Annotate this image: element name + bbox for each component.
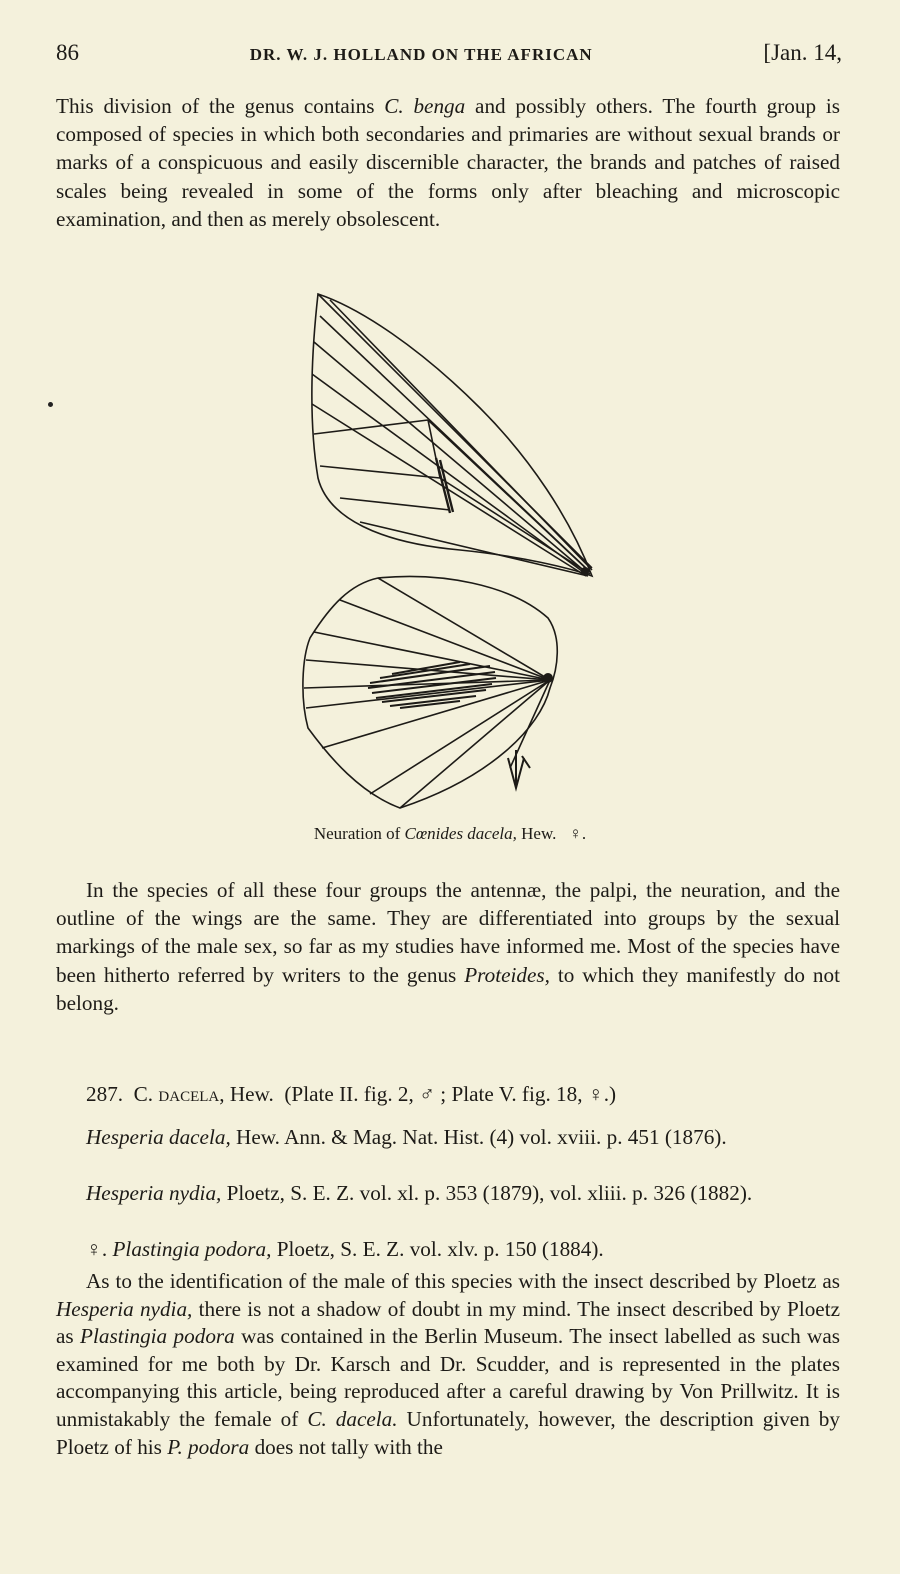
caption-species: Cœnides dacela, [404,824,517,843]
paragraph-identification [56,1268,840,1461]
para3-species-1: Hesperia nydia, [56,1296,193,1321]
para2-genus: Proteides, [464,962,550,987]
synonym-2-name: Hesperia nydia, [86,1181,222,1205]
header-date: [Jan. 14, [763,40,842,65]
para3-text-b: there is not a shadow of doubt in my mind. The insect described by Ploetz as [56,1296,841,1349]
running-title: DR. W. J. HOLLAND ON THE AFRICAN [249,45,593,64]
para3-species-4: P. podora [167,1434,250,1459]
caption-sex-sign: ♀. [569,824,587,843]
synonym-3 [56,1236,840,1263]
caption-text-a: Neuration of [313,824,405,843]
para1-text-b: and possibly others. The fourth group is composed of species in which both secondaries and primaries are without sexual brands or marks of a conspicuous and easily discernible character, the brands and patches of raised scales being revealed in some of the forms only after bleaching and microscopic examination, and then as merely obsolescent. [56,94,840,231]
para3-species-2: Plastingia podora [80,1324,235,1349]
page-header [56,40,842,80]
para1-species: C. benga [384,94,466,118]
species-entry-heading [86,1080,846,1108]
para2-text-a: In the species of all these four groups the antennæ, the palpi, the neuration, and the outline of the wings are the same. They are differentiated into groups by the sexual markings of the male sex, so far as my studies have informed me. Most of the species have been hitherto referred by writers to the genus [56,878,840,987]
entry-number: 287. [86,1082,124,1106]
synonym-1-name: Hesperia dacela, [86,1125,231,1149]
para3-text-d: Unfortunately, however, the description given by Ploetz of his [56,1406,840,1459]
para1-text-a: This division of the genus contains [56,94,385,118]
synonym-1 [56,1124,840,1151]
entry-genus-initial: C. [133,1082,154,1106]
paragraph-groups-summary [56,876,840,1017]
entry-species-name: dacela, [158,1082,225,1106]
synonym-3-name: Plastingia podora, [112,1237,272,1261]
wing-neuration-figure [300,288,610,818]
synonym-2 [56,1180,840,1207]
page-number: 86 [56,40,79,65]
para3-species-3: C. dacela. [307,1406,398,1431]
entry-plates: (Plate II. fig. 2, ♂ ; Plate V. fig. 18, ♀.) [284,1082,617,1106]
caption-author: Hew. [516,824,557,843]
para2-text-b: to which they manifestly do not belong. [56,962,841,1015]
synonym-3-prefix: ♀. [86,1237,113,1261]
para3-text-a: As to the identification of the male of this species with the insect described by Ploetz as [86,1269,840,1293]
synonym-3-ref: Ploetz, S. E. Z. vol. xlv. p. 150 (1884). [271,1237,604,1261]
entry-author: Hew. [229,1082,274,1106]
figure-caption [0,824,900,844]
para3-text-e: does not tally with the [249,1434,443,1459]
speck-mark [48,402,53,407]
para3-text-c: was contained in the Berlin Museum. The insect labelled as such was examined for me both by Dr. Karsch and Dr. Scudder, and is represented in the plates accompanying this article, being reproduced after a careful drawing by Von Prillwitz. It is unmistakably the female of [56,1324,840,1431]
synonym-2-ref: Ploetz, S. E. Z. vol. xl. p. 353 (1879), vol. xliii. p. 326 (1882). [221,1181,753,1205]
synonym-1-ref: Hew. Ann. & Mag. Nat. Hist. (4) vol. xviii. p. 451 (1876). [230,1125,727,1149]
paragraph-group-description [56,92,840,233]
